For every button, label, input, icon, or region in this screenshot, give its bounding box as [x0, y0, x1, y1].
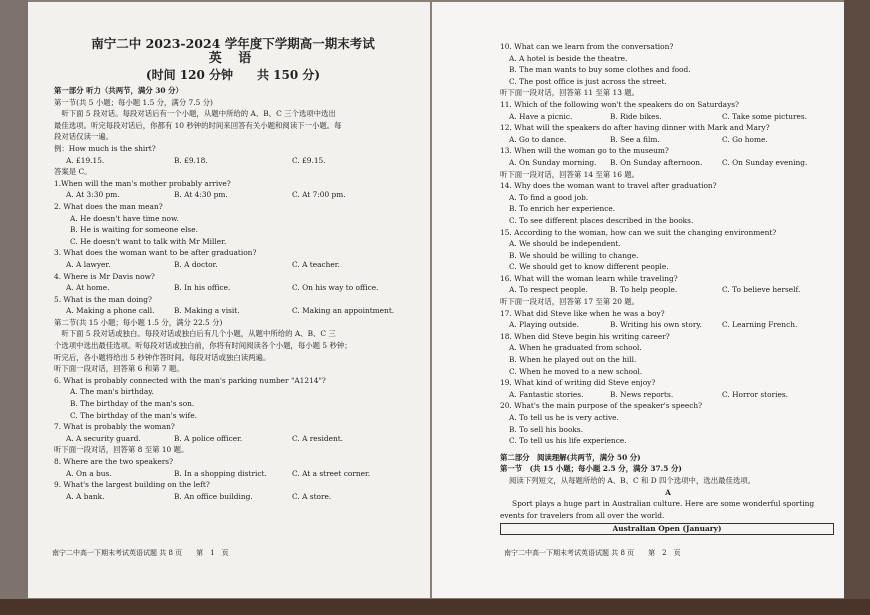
option-c: C. A resident. — [292, 433, 344, 443]
instruction-line: 最佳选项。听完每段对话后，你都有 10 秒钟的时间来回答有关小题和阅读下一小题。每 — [54, 120, 342, 130]
question-16: 16. What will the woman learn while traveling? — [500, 273, 678, 283]
option-a: A. He doesn't have time now. — [70, 213, 179, 223]
option-a: A. A security guard. — [66, 433, 141, 443]
option-b: B. News reports. — [610, 389, 674, 399]
option-c: C. Making an appointment. — [292, 306, 395, 316]
question-5-options — [54, 305, 412, 317]
question-9: 9. What's the largest building on the left? — [54, 480, 210, 490]
option-b: B. The birthday of the man's son. — [70, 399, 195, 409]
exam-title: 南宁二中 2023-2024 学年度下学期高一期末考试 — [91, 36, 375, 51]
question-15: 15. According to the woman, how can we suit the changing environment? — [500, 227, 777, 237]
option-b: B. Making a visit. — [174, 306, 240, 316]
question-11: 11. Which of the following won't the speakers do on Saturdays? — [500, 99, 740, 109]
event-box-title: Australian Open (January) — [500, 523, 834, 535]
option-c: C. On his way to office. — [292, 283, 379, 293]
option-c: C. A teacher. — [292, 259, 340, 269]
section-title: 第一部分 听力（共两节，满分 30 分） — [54, 86, 183, 95]
question-7: 7. What is probably the woman? — [54, 422, 175, 432]
question-16-options — [500, 284, 836, 296]
option-a: A. At 3:30 pm. — [66, 190, 120, 200]
option-b: B. When he played out on the hill. — [509, 355, 637, 365]
exam-subject: 英 语 — [208, 51, 258, 66]
question-4: 4. Where is Mr Davis now? — [54, 271, 155, 281]
option-c: C. The post office is just across the street. — [509, 76, 667, 86]
example-answer: 答案是 C。 — [54, 167, 92, 177]
option-b: B. He is waiting for someone else. — [70, 225, 198, 235]
background-left — [0, 0, 28, 615]
exam-time-score: (时间 120 分钟 共 150 分) — [145, 68, 321, 82]
option-a: A. Go to dance. — [509, 134, 567, 144]
option-a: A. A lawyer. — [66, 259, 111, 269]
question-20: 20. What's the main purpose of the speaker's speech? — [500, 401, 703, 411]
option-a: A. Have a picnic. — [509, 111, 573, 121]
question-1: 1.When will the man's mother probably arrive? — [54, 178, 231, 188]
question-12: 12. What will the speakers do after having dinner with Mark and Mary? — [500, 123, 770, 133]
option-b: B. See a film. — [610, 134, 660, 144]
option-a: A. At home. — [66, 283, 110, 293]
question-8-options — [54, 468, 412, 480]
question-13: 13. When will the woman go to the museum? — [500, 146, 669, 156]
option-b: B. In a shopping district. — [174, 468, 267, 478]
option-b: B. On Sunday afternoon. — [610, 157, 703, 167]
question-14: 14. Why does the woman want to travel after graduation? — [500, 181, 717, 191]
passage-instruction: 听下面一段对话，回答第 8 至第 10 题。 — [54, 445, 189, 455]
reading-instruction: 阅读下列短文，从每题所给的 A、B、C 和 D 四个选项中，选出最佳选项。 — [509, 475, 756, 485]
passage-instruction: 听下面一段对话，回答第 6 和第 7 题。 — [54, 364, 184, 374]
question-4-options — [54, 282, 412, 294]
option-a: A. On a bus. — [66, 468, 112, 478]
option-a: A. Playing outside. — [509, 320, 579, 330]
question-17: 17. What did Steve like when he was a boy? — [500, 308, 665, 318]
option-c: C. Learning French. — [722, 320, 798, 330]
instruction-line: 听下面 5 段对话或独白。每段对话或独白后有几个小题，从题中所给的 A、B、C 三 — [54, 329, 336, 339]
passage-intro: Sport plays a huge part in Australian culture. Here are some wonderful sporting events for travelers from all over the world. — [500, 499, 815, 520]
option-b: B. Ride bikes. — [610, 111, 662, 121]
option-c: C. To tell us his life experience. — [509, 436, 627, 446]
option-b: B. A police officer. — [174, 433, 243, 443]
option-c: C. Take some pictures. — [722, 111, 808, 121]
background-table-edge — [0, 599, 870, 615]
option-a: A. Fantastic stories. — [509, 389, 584, 399]
example-question: 例：How much is the shirt? — [54, 143, 156, 153]
option-c: C. Horror stories. — [722, 389, 789, 399]
option-b: B. A doctor. — [174, 259, 218, 269]
option-a: A. To find a good job. — [509, 192, 589, 202]
option-c: C. On Sunday evening. — [722, 157, 808, 167]
option-a: A. On Sunday morning. — [509, 157, 597, 167]
question-11-options — [500, 111, 836, 123]
question-19-options — [500, 389, 836, 401]
passage-letter: A — [665, 487, 671, 497]
option-c: C. He doesn't want to talk with Mr Miller. — [70, 236, 227, 246]
exam-page-2 — [432, 2, 844, 598]
option-a: A. The man's birthday. — [70, 387, 154, 397]
option-b: B. Writing his own story. — [610, 320, 702, 330]
option-b: B. £9.18. — [174, 155, 208, 165]
option-c: C. When he moved to a new school. — [509, 366, 643, 376]
passage-instruction: 听下面一段对话，回答第 14 至第 16 题。 — [500, 169, 640, 179]
part-title: 第一节(共 5 小题；每小题 1.5 分，满分 7.5 分) — [54, 97, 213, 107]
option-b: B. To sell his books. — [509, 424, 584, 434]
question-6: 6. What is probably connected with the man's parking number "A1214"? — [54, 375, 326, 385]
instruction-line: 个选项中选出最佳选项。听每段对话或独白前，你将有时间阅读各个小题，每小题 5 秒钟； — [54, 341, 352, 351]
passage-instruction: 听下面一段对话，回答第 11 至第 13 题。 — [500, 88, 640, 98]
exam-page-1 — [28, 2, 430, 598]
question-1-options — [54, 189, 412, 201]
option-a: A. Making a phone call. — [66, 306, 155, 316]
passage-instruction: 听下面一段对话，回答第 17 至第 20 题。 — [500, 297, 640, 307]
section-title: 第二部分 阅读理解(共两节，满分 50 分) — [500, 452, 641, 462]
option-c: C. The birthday of the man's wife. — [70, 410, 198, 420]
background-right — [844, 0, 870, 615]
question-5: 5. What is the man doing? — [54, 294, 152, 304]
option-c: C. We should get to know different people. — [509, 262, 669, 272]
option-b: B. The man wants to buy some clothes and food. — [509, 65, 691, 75]
option-a: A. A bank. — [66, 491, 105, 501]
option-c: C. Go home. — [722, 134, 768, 144]
part-title: 第二节(共 15 小题；每小题 1.5 分，满分 22.5 分) — [54, 317, 223, 327]
option-b: B. To enrich her experience. — [509, 204, 616, 214]
question-3-options — [54, 259, 412, 271]
option-b: B. In his office. — [174, 283, 231, 293]
question-10: 10. What can we learn from the conversation? — [500, 42, 674, 51]
option-c: C. A store. — [292, 491, 332, 501]
option-b: B. An office building. — [174, 491, 253, 501]
instruction-line: 段对话仅读一遍。 — [54, 132, 114, 142]
option-c: C. To see different places described in the books. — [509, 215, 694, 225]
example-options — [54, 155, 412, 167]
question-3: 3. What does the woman want to be after graduation? — [54, 248, 257, 258]
option-b: B. At 4:30 pm. — [174, 190, 228, 200]
option-b: B. We should be willing to change. — [509, 250, 639, 260]
option-c: C. At 7:00 pm. — [292, 190, 346, 200]
question-9-options — [54, 491, 412, 503]
option-a: A. We should be independent. — [509, 239, 621, 249]
instruction-line: 听下面 5 段对话。每段对话后有一个小题，从题中所给的 A、B、C 三个选项中选出 — [54, 109, 336, 119]
option-a: A. To respect people. — [509, 285, 588, 295]
option-a: A. A hotel is beside the theatre. — [509, 53, 628, 63]
question-13-options — [500, 157, 836, 169]
page-footer: 南宁二中高一下期末考试英语试题 共 8 页 第 2 页 — [504, 549, 681, 557]
question-19: 19. What kind of writing did Steve enjoy? — [500, 378, 656, 388]
option-c: C. To believe herself. — [722, 285, 801, 295]
option-c: C. At a street corner. — [292, 468, 371, 478]
option-b: B. To help people. — [610, 285, 678, 295]
question-12-options — [500, 134, 836, 146]
option-a: A. When he graduated from school. — [509, 343, 642, 353]
option-c: C. £9.15. — [292, 155, 326, 165]
option-a: A. To tell us he is very active. — [509, 413, 619, 422]
part-title: 第一节 (共 15 小题；每小题 2.5 分，满分 37.5 分) — [500, 464, 682, 474]
question-18: 18. When did Steve begin his writing career? — [500, 331, 670, 341]
question-17-options — [500, 319, 836, 331]
question-2: 2. What does the man mean? — [54, 201, 163, 211]
question-8: 8. Where are the two speakers? — [54, 457, 174, 466]
option-a: A. £19.15. — [66, 155, 105, 165]
page-footer: 南宁二中高一下期末考试英语试题 共 8 页 第 1 页 — [52, 549, 229, 557]
instruction-line: 听完后，各小题将给出 5 秒钟作答时间。每段对话或独白读两遍。 — [54, 352, 271, 362]
question-7-options — [54, 433, 412, 445]
